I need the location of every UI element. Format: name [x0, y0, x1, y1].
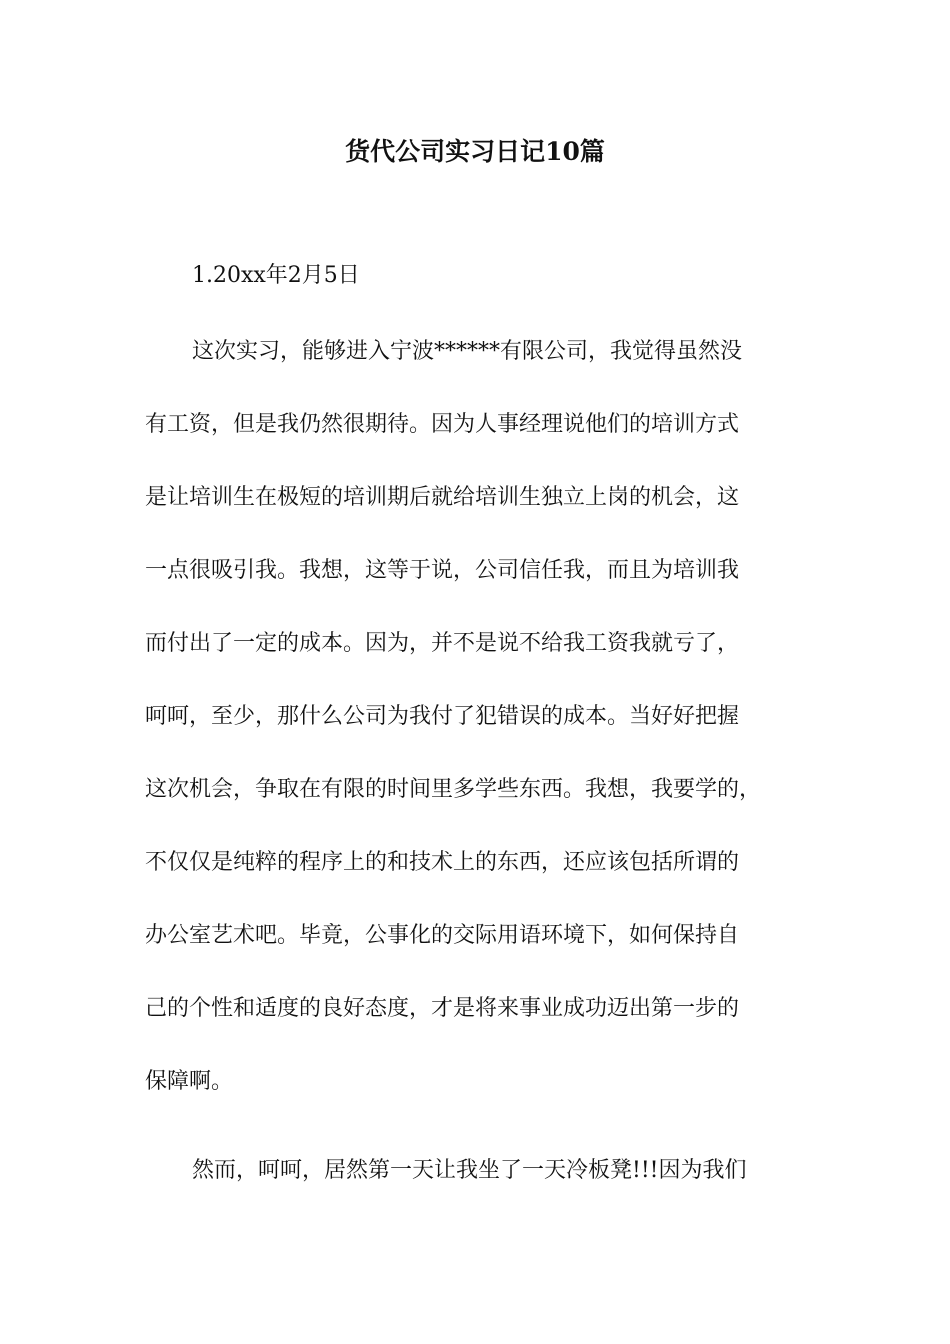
paragraph-line: 呵呵，至少，那什么公司为我付了犯错误的成本。当好好把握 [145, 704, 740, 729]
paragraph-line: 然而，呵呵，居然第一天让我坐了一天冷板凳!!!因为我们 [192, 1158, 747, 1183]
paragraph-2 [145, 1151, 825, 1224]
document-title: 货代公司实习日记10篇 [345, 137, 605, 166]
paragraph-line: 这次实习，能够进入宁波******有限公司，我觉得虽然没 [192, 339, 743, 364]
entry-heading: 1.20xx年2月5日 [192, 263, 360, 288]
paragraph-line: 一点很吸引我。我想，这等于说，公司信任我，而且为培训我 [145, 558, 740, 583]
paragraph-line: 办公室艺术吧。毕竟，公事化的交际用语环境下，如何保持自 [145, 923, 740, 948]
paragraph-line: 己的个性和适度的良好态度，才是将来事业成功迈出第一步的 [145, 996, 740, 1021]
paragraph-line: 是让培训生在极短的培训期后就给培训生独立上岗的机会，这 [145, 485, 740, 510]
paragraph-line: 这次机会，争取在有限的时间里多学些东西。我想，我要学的， [145, 777, 762, 802]
paragraph-line: 不仅仅是纯粹的程序上的和技术上的东西，还应该包括所谓的 [145, 850, 740, 875]
paragraph-line: 保障啊。 [145, 1069, 234, 1094]
paragraph-line: 而付出了一定的成本。因为，并不是说不给我工资我就亏了， [145, 631, 740, 656]
paragraph-1 [145, 332, 825, 1135]
paragraph-line: 有工资，但是我仍然很期待。因为人事经理说他们的培训方式 [145, 412, 740, 437]
